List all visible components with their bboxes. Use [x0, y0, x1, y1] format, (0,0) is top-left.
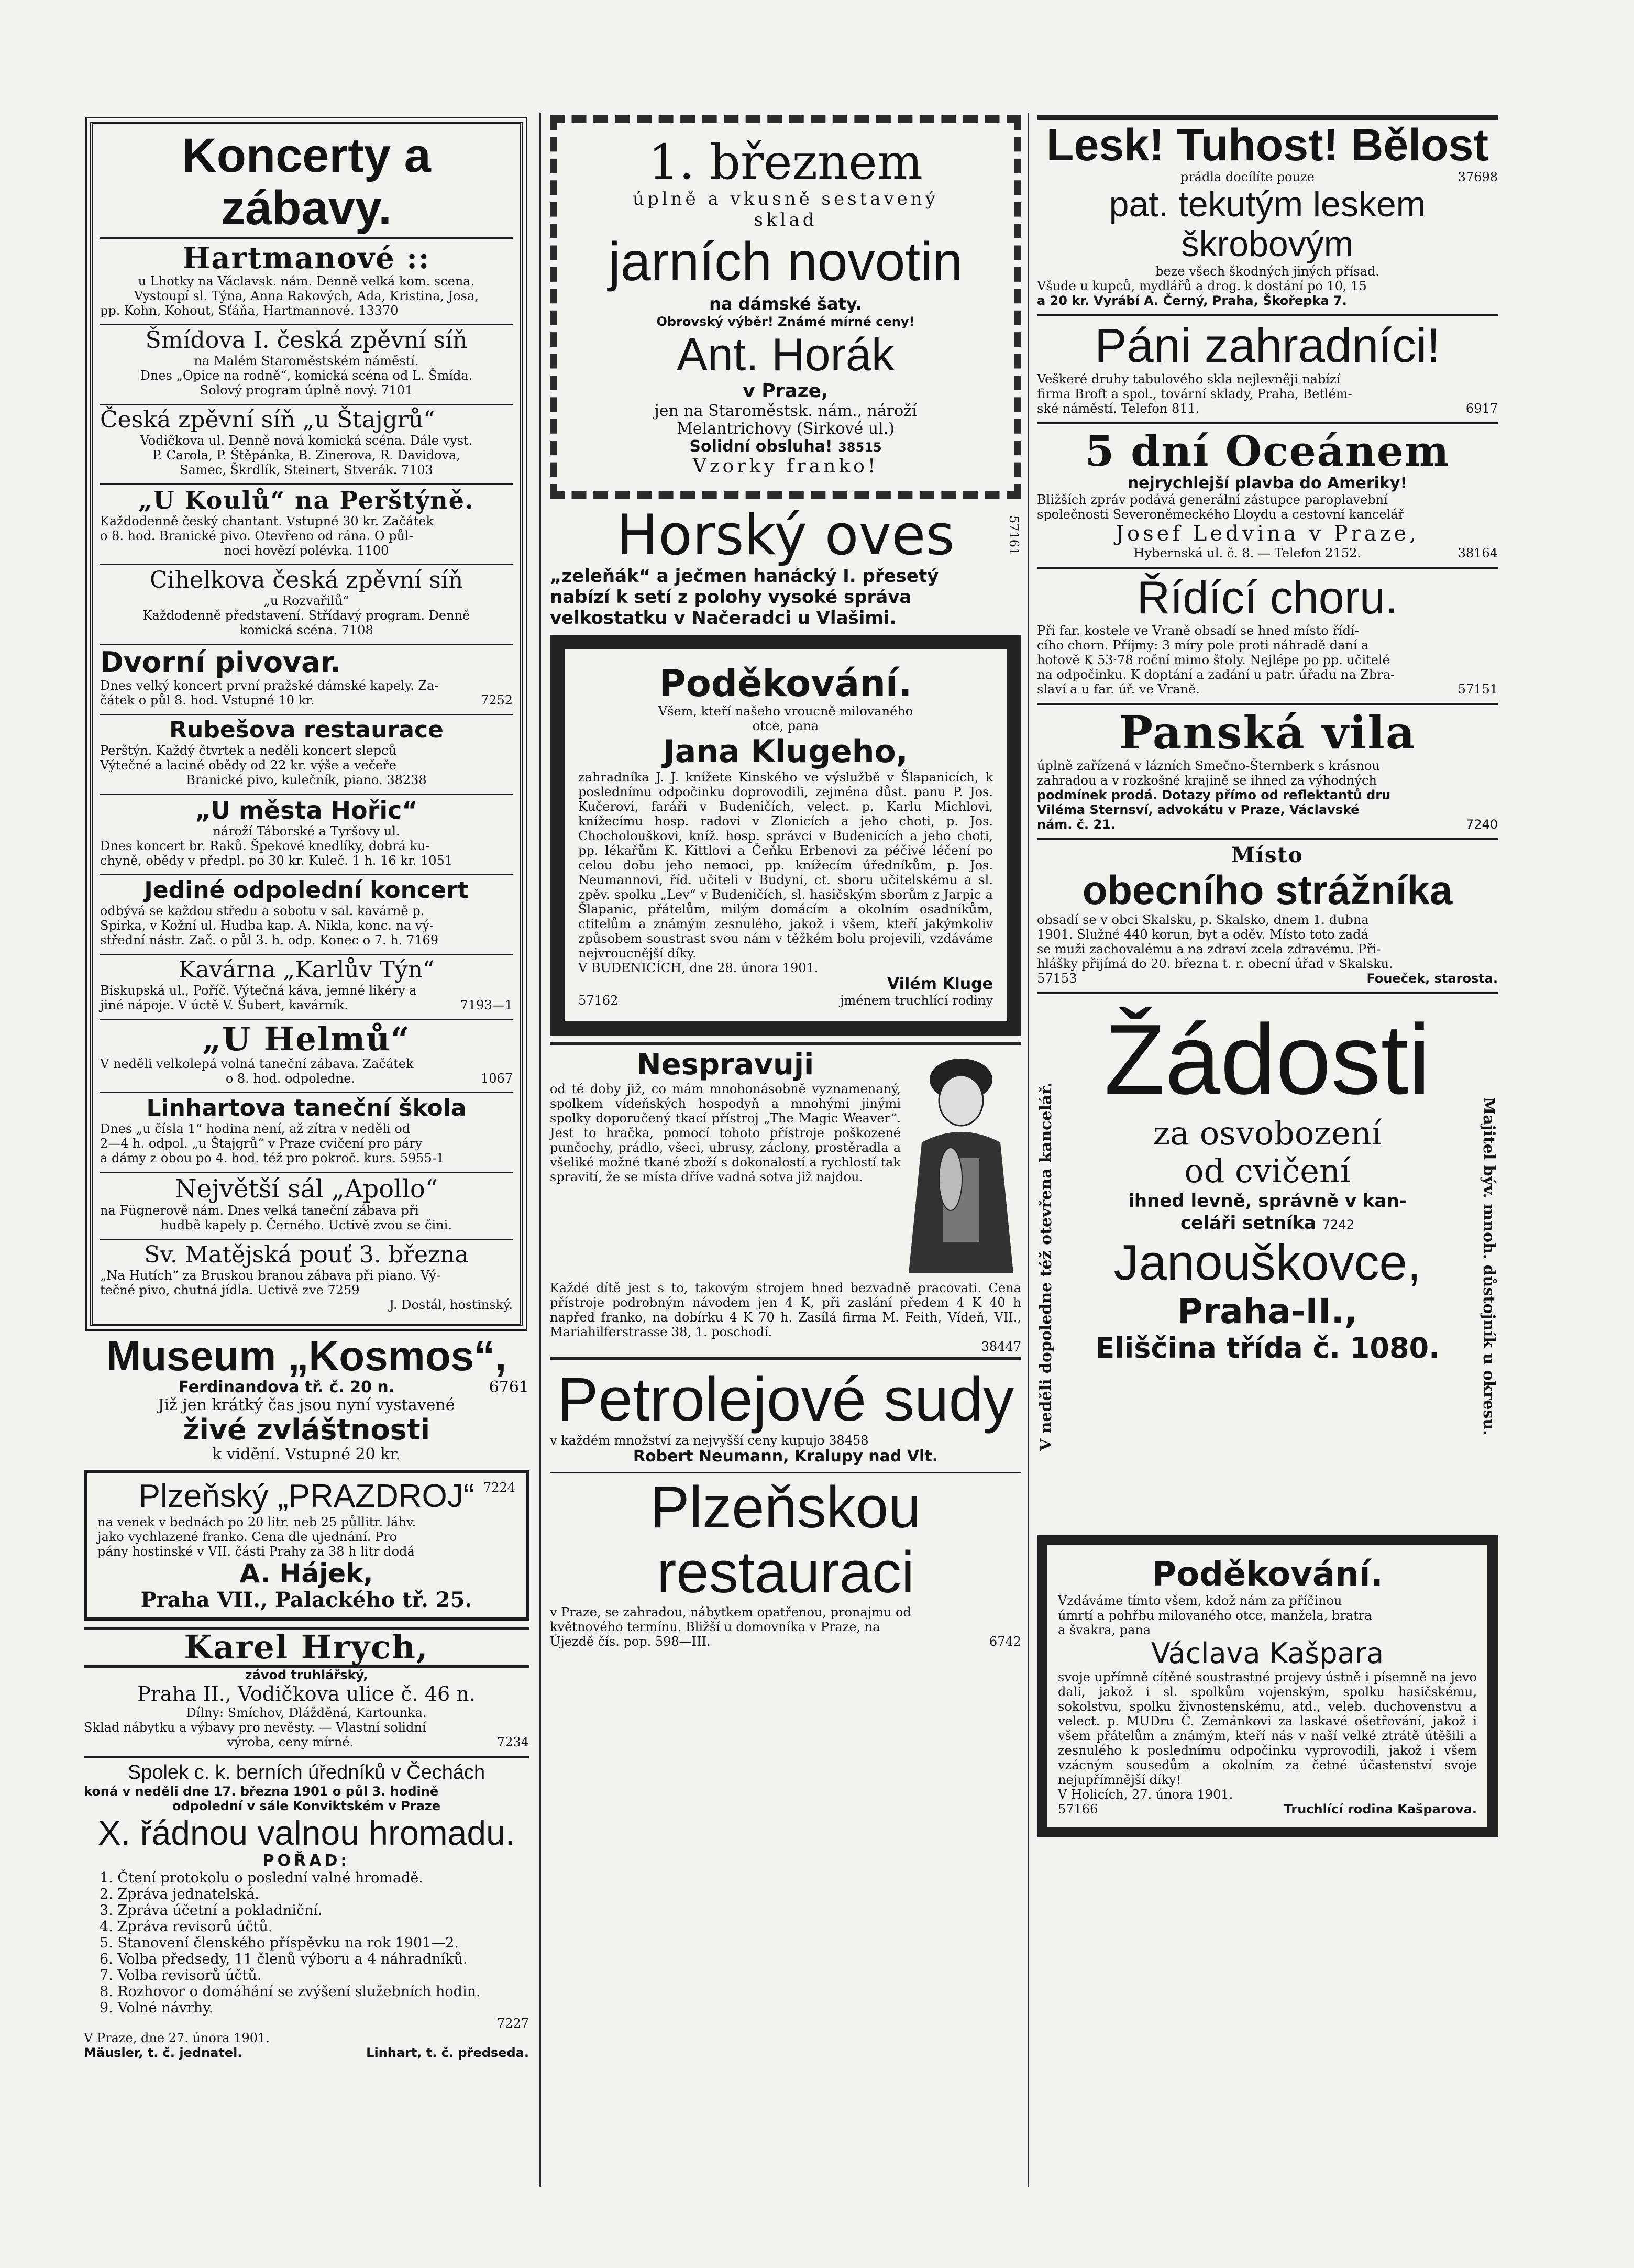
ad-side-text: Majitel býv. mnoh. důstojník u okresu. — [1480, 1097, 1498, 1436]
ad-title: 5 dní Oceánem — [1085, 426, 1450, 476]
ad-text: firma Broft a spol., tovární sklady, Praha, Betlém- — [1037, 387, 1352, 401]
ad-text: jménem truchlící rodiny — [840, 993, 993, 1008]
ad-number: 38515 — [838, 440, 882, 455]
ad-apollo — [100, 1175, 513, 1232]
ad-body: od té doby již, co mám mnohonásobně vyznamenaný, spolkem vídeňských hospodyň a mnohými jinými spolky doporučený tkací přístroj „The Magic Weaver“. Jest to hračka, pomocí tohoto přístroje poškozené punčochy, prádlo, všeci, ubrusy, záclony, prostěradla a všeliké možné tkané zboží s dokonalostí a rychlostí tak spravití, že se místa dříve vadná sotva již najdou. — [550, 1082, 901, 1184]
ad-number: 7240 — [1465, 817, 1498, 832]
ad-firm: A. Hájek, — [239, 1558, 373, 1589]
ad-number: 7103 — [401, 463, 433, 477]
ad-text: se muži zachovalému a na zdraví zcela zdravému. Při- — [1037, 942, 1381, 956]
ad-text: společnosti Severoněmeckého Lloydu a cestovní kancelář — [1037, 507, 1405, 522]
ad-address: jen na Staroměstsk. nám., nároží — [654, 402, 917, 420]
ad-title: Nespravuji — [636, 1048, 814, 1082]
ad-text: na Malém Staroměstském náměstí. — [194, 354, 419, 368]
signature: Truchlící rodina Kašparova. — [1284, 1802, 1477, 1816]
ad-date: V BUDENICÍCH, dne 28. února 1901. — [578, 961, 819, 975]
ad-title: Karel Hrych, — [184, 1628, 429, 1666]
ad-text: „zeleňák“ a ječmen hanácký I. přesetý — [550, 566, 939, 587]
ad-cihelka — [100, 567, 513, 637]
ad-text: Perštýn. Každý čtvrtek a neděli koncert slepců — [100, 743, 396, 758]
ad-text: pány hostinské v VII. části Prahy za 38 h litr dodá — [97, 1544, 415, 1559]
ad-text: Dnes velký koncert první pražské dámské kapely. Za- — [100, 678, 439, 693]
ad-text: Veškeré druhy tabulového skla nejlevněji nabízí — [1037, 372, 1341, 387]
ad-title: Poděkování. — [659, 662, 912, 705]
ad-name: Václava Kašpara — [1151, 1637, 1384, 1670]
ad-text: Biskupská ul., Poříč. Výtečná káva, jemné likéry a — [100, 983, 417, 998]
ad-text: a švakra, pana — [1058, 1623, 1151, 1637]
ad-text: Bližších zpráv podává generální zástupce paroplavební — [1037, 492, 1388, 507]
ad-text: a dámy z obou po 4. hod. též pro pokroč. kurs. — [100, 1151, 396, 1165]
ad-stajgr — [100, 407, 513, 477]
ad-number: 6917 — [1465, 401, 1498, 416]
ad-text: Branické pivo, kulečník, piano. — [186, 773, 383, 787]
ad-lesk — [1037, 115, 1498, 308]
section-title: Koncerty a zábavy. — [182, 129, 431, 235]
ad-text: J. Dostál, hostinský. — [389, 1297, 513, 1312]
ad-text: hotově K 53·78 roční mimo štoly. Nejlépe po pp. učitelé — [1037, 653, 1390, 667]
column-middle — [550, 115, 1021, 1655]
ad-text: Dnes „u čísla 1“ hodina není, až zítra v neděli od — [100, 1121, 411, 1136]
ad-address: Hybernská ul. č. 8. — Telefon 2152. — [1133, 546, 1362, 560]
ad-jedine — [100, 877, 513, 948]
ad-vila — [1037, 708, 1498, 832]
ad-text: Dnes „Opice na rodně“, komická scéna od L. Šmída. — [140, 368, 473, 383]
ad-text: Každodenně představení. Střídavý program. Denně — [142, 608, 470, 623]
ad-kosmos — [84, 1334, 529, 1463]
ad-text: sklad — [754, 210, 818, 230]
column-divider — [1028, 113, 1029, 2187]
ad-title: obecního strážníka — [1082, 867, 1453, 913]
ad-headline: pat. tekutým leskem škrobovým — [1109, 184, 1426, 264]
ad-title: „U města Hořic“ — [195, 796, 418, 824]
ad-text: Dílny: Smíchov, Dlážděná, Kartounka. — [186, 1705, 427, 1720]
signature: Vilém Kluge — [887, 975, 993, 993]
ad-number: 38164 — [1458, 546, 1498, 560]
ad-text: „Na Hutích“ za Bruskou branou zábava při piano. Vý- — [100, 1268, 440, 1283]
ad-hartmann — [100, 243, 513, 318]
ad-text: Vystoupí sl. Týna, Anna Rakových, Ada, Kristina, Josa, — [134, 289, 479, 303]
program-item: 4. Zpráva revisorů účtů. — [100, 1919, 273, 1935]
ad-text: nároží Táborské a Tyršovy ul. — [213, 824, 400, 839]
ad-sudy — [550, 1366, 1021, 1466]
ad-number: 57161 — [1007, 515, 1021, 556]
ad-number: 7259 — [327, 1283, 360, 1297]
ad-title: Lesk! Tuhost! Bělost — [1046, 120, 1489, 170]
ad-text: Dnes koncert br. Raků. Špekové knedlíky, dobrá ku- — [100, 839, 430, 853]
program-item: 8. Rozhovor o domáhání se zvýšení služebních hodin. — [100, 1984, 481, 2000]
ad-number: 7108 — [341, 623, 373, 637]
program-heading: POŘAD: — [262, 1852, 350, 1870]
ad-text: o 8. hod. Branické pivo. Otevřeno od rána. O půl- — [100, 529, 413, 543]
ad-kicker: Místo — [1231, 843, 1304, 867]
ad-text: a 20 kr. Vyrábí A. Černý, Praha, Škořepka 7. — [1037, 293, 1347, 308]
ad-text: Výtečné a laciné obědy od 22 kr. výše a večeře — [100, 758, 396, 773]
ad-title: Poděkování. — [1152, 1555, 1383, 1594]
ad-text: na dámské šaty. — [709, 294, 862, 314]
ad-text: hlášky přijímá do 20. března t. r. obecní úřad v Skalsku. — [1037, 956, 1393, 971]
ad-number: 6761 — [489, 1378, 529, 1396]
ad-title: „U Koulů“ na Perštýně. — [138, 486, 474, 514]
ad-number: 7193—1 — [460, 998, 513, 1012]
ad-title: Řídící choru. — [1136, 571, 1398, 623]
ad-side-text: V neděli dopoledne též otevřena kancelář. — [1037, 1082, 1055, 1451]
ad-title: Cihelkova česká zpěvní síň — [149, 567, 463, 593]
ad-number: 7227 — [496, 2016, 529, 2031]
ad-text: Vzorky franko! — [692, 456, 879, 477]
ad-text: Sklad nábytku a výbavy pro nevěsty. — Vlastní solidní — [84, 1720, 426, 1735]
ad-body: svoje upřímně cítěné soustrastné projevy ústně i písemně na jevo dali, jakož i sl. spolkům vojenským, spolku hasičskému, sokolstvu, spolku živnostenskému, atd., veleb. duchovenstvu a velect. p. MUDru Č. Zemánkovi za laskavé ošetřování, jakož i všem přátelům a známým, kteří nás v naší velké ztrátě útěšili a zesnulého k poslednímu odpočinku vyprovodili, jakož i všem vzácným sousedům a okolním za četné účastenství svoje nejupřímnější díky! — [1058, 1670, 1477, 1787]
ad-title: Spolek c. k. berních úředníků v Čechách — [127, 1761, 485, 1783]
ad-text: „u Rozvařilů“ — [263, 593, 349, 608]
ad-title: Žádosti — [1104, 1004, 1431, 1115]
ad-title: Petrolejové sudy — [557, 1365, 1014, 1434]
ad-text: odpolední v sále Konviktském v Praze — [172, 1799, 441, 1813]
ad-number: 37698 — [1458, 170, 1498, 184]
ad-text: Solový program úplně nový. — [200, 383, 377, 398]
ad-text: V neděli velkolepá volná taneční zábava. Začátek — [100, 1056, 414, 1071]
signature: Foueček, starosta. — [1366, 971, 1498, 986]
ad-title: Rubešova restaurace — [169, 717, 444, 743]
ad-number: 38238 — [387, 773, 427, 787]
ad-address: Melantrichovy (Sirkové ul.) — [677, 420, 895, 438]
ad-text: P. Carola, P. Štěpánka, B. Zinerova, R. Davidova, — [152, 448, 460, 463]
ad-headline: X. řádnou valnou hromadu. — [97, 1813, 515, 1852]
ad-text: úplně zařízená v lázních Smečno-Šternberk s krásnou — [1037, 758, 1380, 773]
ad-address: Eliščina třída č. 1080. — [1095, 1331, 1440, 1364]
program-item: 2. Zpráva jednatelská. — [100, 1886, 259, 1902]
ad-linhart — [100, 1095, 513, 1165]
ad-text: v každém množství za nejvyšší ceny kupujo — [550, 1433, 825, 1448]
ad-koulu — [100, 487, 513, 558]
ad-text: nám. č. 21. — [1037, 817, 1116, 832]
ad-text: komická scéna. — [239, 623, 337, 637]
ad-text: Obrovský výběr! Známé mírné ceny! — [656, 314, 915, 329]
ad-title: Jediné odpolední koncert — [144, 877, 469, 904]
ad-text: na venek v bednách po 20 litr. neb 25 půllitr. láhv. — [97, 1515, 416, 1529]
ad-text: Spirka, v Kožní ul. Hudba kap. A. Nikla, konc. na vý- — [100, 918, 434, 933]
program-item: 9. Volné návrhy. — [100, 2000, 214, 2016]
ad-text: velkostatku v Načeradci u Vlašimi. — [550, 608, 897, 629]
ad-city: v Praze, — [743, 380, 829, 402]
ad-title: 1. březnem — [648, 134, 923, 190]
ad-helmu — [100, 1022, 513, 1086]
ad-firm: Robert Neumann, Kralupy nad Vlt. — [633, 1447, 939, 1466]
ad-firm: Ant. Horák — [677, 328, 895, 380]
ad-number: 7252 — [480, 693, 513, 708]
ad-text: chyně, obědy v předpl. po 30 kr. Kuleč. 1 h. 16 kr. — [100, 853, 417, 868]
ad-title: Plzeňský „PRAZDROJ“ — [138, 1478, 474, 1514]
ad-text: hudbě kapely p. Černého. Uctivě zvou se čini. — [161, 1218, 452, 1232]
ad-dvorni — [100, 647, 513, 708]
ad-title: Česká zpěvní síň „u Štajgrů“ — [100, 406, 435, 433]
program-item: 1. Čtení protokolu o poslední valné hromadě. — [100, 1870, 423, 1886]
ad-text: v Praze, se zahradou, nábytkem opatřenou, pronajmu od — [550, 1605, 911, 1620]
ad-body: Každé dítě jest s to, takovým strojem hned bezvadně pracovati. Cena přístroje podrobným návodem jen 4 K, při zaslání předem 4 K 40 h napřed franko, na dobírku 4 K 70 h. Zasílá firma M. Feith, Vídeň, VII., Mariahilferstrasse 38, 1. poschodí. — [550, 1281, 1021, 1339]
ad-title: Panská vila — [1119, 707, 1416, 759]
ad-text: pp. Kohn, Kohout, Sťáňa, Hartmannové. — [100, 303, 355, 318]
ad-text: ské náměstí. Telefon 811. — [1037, 401, 1200, 416]
signature: Linhart, t. č. předseda. — [366, 2045, 529, 2060]
ad-zahr — [1037, 320, 1498, 416]
ad-title: Horský oves — [616, 503, 955, 567]
ad-number: 6742 — [989, 1634, 1021, 1649]
ad-text: od cvičení — [1184, 1152, 1351, 1190]
ad-zadosti — [1037, 1005, 1498, 1528]
ad-text: koná v neděli dne 17. března 1901 o půl 3. hodině — [84, 1784, 439, 1799]
ad-text: Vzdáváme tímto všem, kdož nám za příčinou — [1058, 1593, 1342, 1608]
ad-text: 2—4 h. odpol. „u Štajgrů“ v Praze cvičení pro páry — [100, 1136, 423, 1151]
ad-text: beze všech škodných jiných přísad. — [1155, 264, 1379, 279]
ad-text: obsadí se v obci Skalsku, p. Skalsko, dnem 1. dubna — [1037, 912, 1369, 927]
ad-text: podmínek prodá. Dotazy přímo od reflektantů dru — [1037, 788, 1391, 802]
ad-text: Vodičkova ul. Denně nová komická scéna. Dále vyst. — [140, 433, 473, 448]
column-divider — [539, 113, 541, 2187]
ad-text: otce, pana — [752, 719, 819, 733]
ad-text: čátek o půl 8. hod. Vstupné 10 kr. — [100, 693, 315, 708]
ad-straz — [1037, 843, 1498, 986]
program-item: 6. Volba předsedy, 11 členů výboru a 4 náhradníků. — [100, 1951, 468, 1967]
ad-title: Hartmanové :: — [182, 241, 430, 276]
ad-headline: živé zvláštnosti — [182, 1413, 430, 1446]
program-item: 3. Zpráva účetní a pokladniční. — [100, 1902, 323, 1919]
ad-text: Při far. kostele ve Vraně obsadí se hned místo řídí- — [1037, 623, 1359, 638]
ad-title: Dvorní pivovar. — [100, 646, 341, 679]
ad-text: nejrychlejší plavba do Ameriky! — [1127, 474, 1408, 492]
ad-text: 1901. Služné 440 korun, byt a oděv. Místo toto zadá — [1037, 927, 1368, 942]
ad-date: V Praze, dne 27. února 1901. — [84, 2031, 270, 2045]
ad-title: Plzeňskou restauraci — [650, 1474, 921, 1605]
ad-text: střední nástr. Zač. o půl 3. h. odp. Konec o 7. h. — [100, 933, 403, 948]
ad-number: 5955-1 — [400, 1151, 445, 1165]
program-item: 7. Volba revisorů účtů. — [100, 1967, 262, 1984]
ad-text: nabízí k setí z polohy vysoké správa — [550, 587, 912, 608]
ad-text: noci hovězí polévka. — [224, 543, 353, 558]
ad-nesprav — [550, 1042, 1021, 1360]
ad-number: 38458 — [829, 1433, 869, 1448]
concerts-section — [90, 122, 523, 1326]
ad-text: Solidní obsluha! — [689, 437, 833, 456]
ad-oves — [550, 505, 1021, 629]
ad-text: Viléma Sternsví, advokátu v Praze, Václavské — [1037, 802, 1360, 817]
ad-number: 7242 — [1322, 1217, 1354, 1232]
ad-text: tečné pivo, chutná jídla. Uctivě zve — [100, 1283, 324, 1297]
ad-text: úplně a vkusně sestavený — [633, 189, 939, 210]
ad-text: o 8. hod. odpoledne. — [225, 1071, 356, 1086]
program-item: 5. Stanovení členského příspěvku na rok 1901—2. — [100, 1935, 459, 1951]
column-left — [84, 115, 529, 2066]
ad-choru — [1037, 572, 1498, 697]
ad-klug — [550, 635, 1021, 1036]
ad-text: cího chorn. Příjmy: 3 míry pole proti náhradě daní a — [1037, 638, 1369, 653]
ad-address: Ferdinandova tř. č. 20 n. — [178, 1378, 395, 1396]
ad-text: Každodenně český chantant. Vstupné 30 kr. Začátek — [100, 514, 434, 529]
ad-title: Kavárna „Karlův Týn“ — [178, 956, 435, 983]
ad-title: Linhartova taneční škola — [146, 1095, 467, 1121]
ad-number: 57153 — [1037, 971, 1077, 986]
ad-text: slaví a u far. úř. ve Vraně. — [1037, 682, 1200, 697]
ad-matej — [100, 1242, 513, 1312]
ad-number: 7169 — [406, 933, 439, 948]
ad-number: 57151 — [1458, 682, 1498, 697]
ad-city: Praha-II., — [1177, 1291, 1357, 1331]
column-right — [1037, 115, 1498, 1844]
ad-number: 1067 — [480, 1071, 513, 1086]
ad-smidova — [100, 327, 513, 398]
ad-body: zahradníka J. J. knížete Kinského ve výslužbě v Šlapanicích, k poslednímu odpočinku doprovodili, zejména důst. panu P. Jos. Kučerovi, faráři v Budeničích, velect. p. Karlu Michlovi, knížecímu hosp. radovi v Zlonicích a jeho choti, p. Jos. Chocholouškovi, kníž. hosp. správci v Budenicích a jeho choti, pp. lékařům K. Kittlovi a Čeňku Erbenovi za péčivé léčení po celou dobu jeho nemoci, pp. knížecím úředníkům, p. Jos. Neumannovi, říd. učiteli v Budyni, ct. sboru učitelskému a sl. zpěv. spolku „Lev“ v Budeničích, sl. hasičským sborům z Jarpic a Šlapanic, přátelům, milým domácím a okolním osadníkům, ctitelům a známým zesnulého, jakož i všem, kteří jakýmkoliv způsobem soustrast svou nám v těžkém bolu projevili, vzdáváme nejvroucnější díky. — [578, 770, 993, 961]
ad-number: 57162 — [578, 993, 619, 1008]
ad-hrych — [84, 1627, 529, 1749]
ad-text: za osvobození — [1153, 1114, 1382, 1152]
ad-text: Újezdě čís. pop. 598—III. — [550, 1634, 711, 1649]
ad-text: na Fügnerově nám. Dnes velká taneční zábava při — [100, 1203, 419, 1218]
ad-address: Praha II., Vodičkova ulice č. 46 n. — [137, 1682, 476, 1705]
ad-spolek — [84, 1761, 529, 2060]
ad-text: celáři setníka — [1180, 1213, 1317, 1234]
ad-text: výroba, ceny mírné. — [227, 1735, 354, 1749]
ad-text: Již jen krátký čas jsou nyní vystavené — [158, 1396, 455, 1414]
ad-headline: jarních novotin — [608, 232, 963, 292]
signature: Mäusler, t. č. jednatel. — [84, 2045, 242, 2060]
ad-number: 13370 — [358, 303, 399, 318]
ad-firm: Josef Ledvina v Praze, — [1115, 522, 1420, 546]
ad-ocean — [1037, 427, 1498, 560]
ad-text: u Lhotky na Václavsk. nám. Denně velká kom. scena. — [138, 274, 475, 289]
ad-horak — [550, 115, 1021, 499]
ad-number: 7101 — [381, 383, 413, 398]
ad-prazdroj — [84, 1470, 529, 1621]
ad-rubes — [100, 717, 513, 787]
ad-title: Museum „Kosmos“, — [106, 1333, 507, 1379]
ad-text: prádla docílíte pouze — [1180, 170, 1315, 184]
ad-text: jako vychlazené franko. Cena dle ujednání. Pro — [97, 1529, 397, 1544]
ad-text: odbývá se každou středu a sobotu v sal. kavárně p. — [100, 904, 425, 918]
ad-number: 7234 — [496, 1735, 529, 1749]
ad-title: „U Helmů“ — [202, 1020, 411, 1058]
ad-text: závod truhlářský, — [245, 1668, 368, 1682]
ad-text: úmrtí a pohřbu milovaného otce, manžela, bratra — [1058, 1608, 1372, 1623]
ad-text: ihned levně, správně v kan- — [1128, 1191, 1407, 1212]
program-list — [84, 1870, 529, 2016]
ad-restaurace — [550, 1475, 1021, 1649]
ad-name: Jana Klugeho, — [663, 733, 908, 770]
ad-title: Největší sál „Apollo“ — [174, 1174, 438, 1204]
ad-text: květnového termínu. Bližší u domovníka v Praze, na — [550, 1620, 880, 1634]
ad-horic — [100, 797, 513, 868]
ad-text: Všem, kteří našeho vroucně milovaného — [658, 704, 913, 719]
ad-text: k vidění. Vstupné 20 kr. — [212, 1445, 401, 1463]
ad-text: Všude u kupců, mydlářů a drog. k dostání po 10, 15 — [1037, 279, 1367, 293]
ad-title: Páni zahradníci! — [1095, 319, 1440, 372]
ad-number: 7224 — [483, 1480, 515, 1495]
ad-address: Praha VII., Palackého tř. 25. — [140, 1588, 472, 1612]
woman-illustration — [901, 1048, 1021, 1281]
ad-number: 1100 — [357, 543, 389, 558]
ad-number: 1051 — [420, 853, 453, 868]
ad-karluv — [100, 957, 513, 1012]
ad-text: jiné nápoje. V úctě V. Šubert, kavárník. — [100, 998, 348, 1012]
ad-text: zahradou a v rozkošné krajině se ihned za výhodných — [1037, 773, 1377, 788]
ad-title: Sv. Matějská pouť 3. března — [144, 1241, 469, 1268]
ad-kaspar — [1037, 1535, 1498, 1837]
ad-firm: Janouškovce, — [1113, 1235, 1421, 1291]
ad-title: Šmídova I. česká zpěvní síň — [145, 327, 468, 354]
ad-date: V Holicích, 27. února 1901. — [1058, 1787, 1233, 1802]
ad-number: 57166 — [1058, 1802, 1098, 1816]
ad-number: 38447 — [981, 1339, 1021, 1354]
ad-text: Samec, Škrdlík, Steinert, Stverák. — [180, 463, 398, 477]
ad-text: na odpočinku. K doptání a zadání u patr. úřadu na Zbra- — [1037, 667, 1395, 682]
